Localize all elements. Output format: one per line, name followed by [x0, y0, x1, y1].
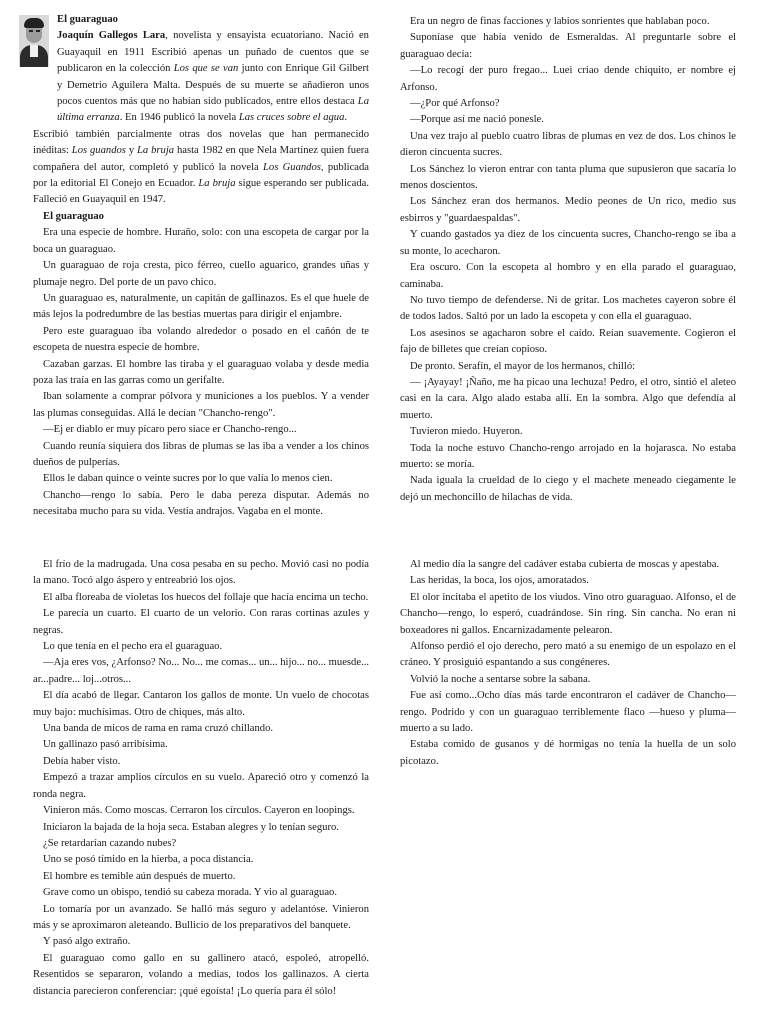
- book-title: La última erranza: [57, 96, 369, 124]
- story-paragraph: Le parecía un cuarto. El cuarto de un velorio. Con raras cortinas azules y negras.: [33, 608, 369, 636]
- author-portrait-image: [19, 15, 49, 67]
- story-paragraph: Suponíase que había venido de Esmeraldas. Al preguntarle sobre el guaraguao decía:: [400, 32, 736, 60]
- story-paragraph: El olor incitaba el apetito de los viudos. Vino otro guaraguao. Alfonso, el de Chancho—rengo, lo esperó, cuadrándose. Sin ring. Sin cancha. No eran ni boxeadores ni gallos. Encarnizadamente pelearon.: [400, 591, 736, 636]
- story-paragraph: Un gallinazo pasó arribísima.: [43, 739, 168, 751]
- story-paragraph: Ellos le daban quince o veinte sucres por lo que valía lo menos cien.: [43, 473, 333, 485]
- story-paragraph: —Aja eres vos, ¿Arfonso? No... No... me comas... un... hijo... no... muesde... ar...padre... loj...otros...: [33, 657, 369, 685]
- story-paragraph: Cazaban garzas. El hombre las tiraba y el guaraguao volaba y desde media poza las traía en las garras como un gerifalte.: [33, 358, 369, 386]
- story-paragraph: Los asesinos se agacharon sobre el caído. Reían suavemente. Cogieron el fajo de billetes que creían copioso.: [400, 327, 736, 356]
- story-paragraph: Toda la noche estuvo Chancho-rengo arrojado en la hojarasca. No estaba muerto: se moría.: [400, 442, 736, 470]
- story-paragraph: Era un negro de finas facciones y labios sonrientes que hablaban poco.: [410, 16, 710, 27]
- story-paragraph: Alfonso perdió el ojo derecho, pero mató a su enemigo de un espolazo en el cráneo. Y prosiguió espantando a sus congéneres.: [400, 641, 736, 669]
- story-paragraph: Iban solamente a comprar pólvora y municiones a los pueblos. Y a vender las plumas conseguidas. Allá le decían "Chancho-rengo".: [33, 391, 369, 419]
- story-paragraph: —Ej er diablo er muy pícaro pero siace er Chancho-rengo...: [43, 424, 297, 436]
- story-paragraph: Lo que tenía en el pecho era el guaraguao.: [43, 641, 223, 653]
- column-2: [400, 14, 736, 506]
- author-name: Joaquín Gallegos Lara: [57, 30, 166, 42]
- story-paragraph: — ¡Ayayay! ¡Ñaño, me ha picao una lechuza! Pedro, el otro, sintió el aleteo casi en la cara. Algo alado estaba allí. En la sombra. Algo que defendía al muerto.: [400, 376, 736, 421]
- story-paragraph: Una banda de micos de rama en rama cruzó chillando.: [43, 723, 274, 735]
- story-paragraph: Los Sánchez eran dos hermanos. Medio peones de Un rico, medio sus esbirros y "guardaespaldas".: [400, 196, 736, 224]
- bio-text: . En 1946 publicó la novela: [119, 112, 239, 124]
- story-paragraph: —Porque así me nació ponesle.: [410, 114, 544, 126]
- story-paragraphs-col1: [33, 225, 369, 520]
- story-paragraph: Iniciaron la bajada de la hoja seca. Estaban alegres y lo tenían seguro.: [43, 821, 339, 833]
- story-paragraph: Los Sánchez lo vieron entrar con tanta pluma que supusieron que sacaría lo menos doscientos.: [400, 163, 736, 192]
- column-1: [33, 12, 369, 521]
- story-paragraph: El guaraguao como gallo en su gallinero atacó, espoleó, atropelló. Resentidos se separaron, volando a medias, todos los gallinazos. A cierta distancia parecieron conferenciar: ¡qué egoísta! ¡Lo quería para él sólo!: [33, 952, 369, 997]
- book-title: La bruja: [198, 178, 236, 190]
- story-paragraph: El alba floreaba de violetas los huecos del follaje que hacía encima un techo.: [43, 591, 369, 603]
- story-paragraph: Un guaraguao es, naturalmente, un capitán de gallinazos. Es el que huele de más lejos la podredumbre de las bestias muertas para dirigir el enjambre.: [33, 292, 369, 321]
- book-title: Los que se van: [173, 63, 239, 75]
- column-4: [400, 557, 736, 770]
- story-paragraph: Chancho—rengo lo sabía. Pero le daba pereza disputar. Además no necesitaba mucho para su vida. Vestía andrajos. Vagaba en el monte.: [33, 489, 369, 518]
- story-paragraph: El hombre es temible aún después de muerto.: [43, 870, 236, 882]
- story-paragraph: Nada iguala la crueldad de lo ciego y el machete meneado ciegamente le dejó un mechoncillo de hilachas de vida.: [400, 475, 736, 503]
- story-paragraph: Era una especie de hombre. Huraño, solo: con una escopeta de cargar por la boca un guaraguao.: [33, 227, 369, 255]
- story-paragraph: —¿Por qué Arfonso?: [410, 98, 500, 110]
- story-paragraph: Fue así como...Ocho días más tarde encontraron el cadáver de Chancho—rengo. Podrido y con un guaraguao terriblemente flaco —hueso y pluma— muerto a su lado.: [400, 690, 736, 735]
- story-paragraph: No tuvo tiempo de defenderse. Ni de gritar. Los machetes cayeron sobre él de todos lados. Saltó por un lado la escopeta y con ella el guaraguao.: [400, 294, 736, 323]
- bio-text: y: [125, 145, 138, 157]
- story-paragraph: Cuando reunía siquiera dos libras de plumas se las iba a vender a los chinos dueños de pulperías.: [33, 440, 369, 468]
- bio-text: .: [344, 112, 348, 124]
- book-title: Las cruces sobre el agua: [238, 112, 345, 124]
- story-paragraph: El día acabó de llegar. Cantaron los gallos de monte. Un vuelo de chocotas muy bajo: muchísimas. Otro de chiques, más alto.: [33, 690, 369, 718]
- story-paragraph: ¿Se retardarían cazando nubes?: [43, 837, 177, 849]
- bio-text: , novelista y ensayista ecuatoriano. Nació en Guayaquil en 1911 Escribió apenas un puñado de cuentos que se publicaron en la colección: [57, 30, 369, 75]
- story-paragraph: Tuvieron miedo. Huyeron.: [410, 426, 523, 438]
- story-paragraph: Una vez trajo al pueblo cuatro libras de plumas en vez de dos. Los chinos le dieron cincuenta sucres.: [400, 130, 736, 159]
- story-paragraph: Grave como un obispo, tendió su cabeza morada. Y vio al guaraguao.: [43, 887, 337, 899]
- story-paragraph: Al medio día la sangre del cadáver estaba cubierta de moscas y apestaba.: [410, 559, 720, 570]
- story-paragraph: Empezó a trazar amplios círculos en su vuelo. Apareció otro y comenzó la ronda negra.: [33, 772, 369, 800]
- bio-title: El guaraguao: [57, 14, 118, 25]
- book-title: Los guandos: [71, 145, 126, 157]
- book-title: La bruja: [137, 145, 175, 157]
- story-paragraph: Volvió la noche a sentarse sobre la sabana.: [410, 673, 591, 685]
- bio-text: hasta 1982 en que Nela Martínez quien fuera compañera del autor, completó y publicó la novela: [33, 145, 370, 173]
- story-paragraph: Lo tomaría por un avanzado. Se halló más seguro y adelantóse. Vinieron más y se aproximaron aleteando. Bullicio de los preparativos del banquete.: [33, 903, 369, 931]
- story-paragraph: Era oscuro. Con la escopeta al hombro y en ella parado el guaraguao, caminaba.: [400, 262, 736, 290]
- story-paragraph: El frío de la madrugada. Una cosa pesaba en su pecho. Movió casi no podía la mano. Tocó algo áspero y entreabrió los ojos.: [33, 559, 369, 587]
- story-paragraphs-col2: [400, 14, 736, 506]
- story-paragraph: Y cuando gastados ya diez de los cincuenta sucres, Chancho-rengo se iba a su monte, lo acecharon.: [400, 229, 736, 257]
- bio-paragraph-2: [33, 127, 369, 209]
- story-paragraph: Estaba comido de gusanos y dé hormigas no tenía la huella de un solo picotazo.: [400, 739, 736, 767]
- story-paragraph: Un guaraguao de roja cresta, pico férreo, cuello aguarico, grandes uñas y plumaje negro. Del porte de un pavo chico.: [33, 260, 369, 288]
- story-paragraph: Debía haber visto.: [43, 755, 121, 767]
- bio-text: sigue esperando ser publicada. Falleció en Guayaquil en 1947.: [33, 178, 369, 206]
- story-title: El guaraguao: [43, 210, 104, 222]
- story-paragraphs-col4: [400, 557, 736, 770]
- bio-text: junto con Enrique Gil Gilbert y Demetrio Aguilera Malta. Después de su muerte se añadieron unos pocos cuentos más que no habían sido publicados, entre ellos destaca: [57, 63, 369, 108]
- story-paragraph: Vinieron más. Como moscas. Cerraron los círculos. Cayeron en loopings.: [43, 805, 355, 817]
- story-paragraph: Pero este guaraguao iba volando alrededor o posado en el cañón de te escopeta de nuestra especie de hombre.: [33, 325, 369, 354]
- story-paragraph: De pronto. Serafín, el mayor de los hermanos, chilló:: [410, 360, 636, 372]
- bio-text: Escribió también parcialmente otras dos novelas que han permanecido inéditas:: [33, 128, 369, 157]
- bio-paragraph-1: [57, 28, 369, 126]
- book-title: Los Guandos: [263, 161, 321, 173]
- story-paragraphs-col3: [33, 557, 369, 1000]
- story-paragraph: Uno se posó tímido en la hierba, a poca distancia.: [43, 854, 254, 866]
- column-3: [33, 557, 369, 1000]
- story-paragraph: —Lo recogí der puro fregao... Luei criao dende chiquito, er nombre ej Arfonso.: [400, 65, 736, 93]
- author-bio: [33, 12, 369, 127]
- story-paragraph: Las heridas, la boca, los ojos, amoratados.: [410, 575, 589, 587]
- bio-text: , publicada por la editorial El Conejo en Ecuador.: [33, 161, 370, 190]
- story-paragraph: Y pasó algo extraño.: [43, 936, 131, 948]
